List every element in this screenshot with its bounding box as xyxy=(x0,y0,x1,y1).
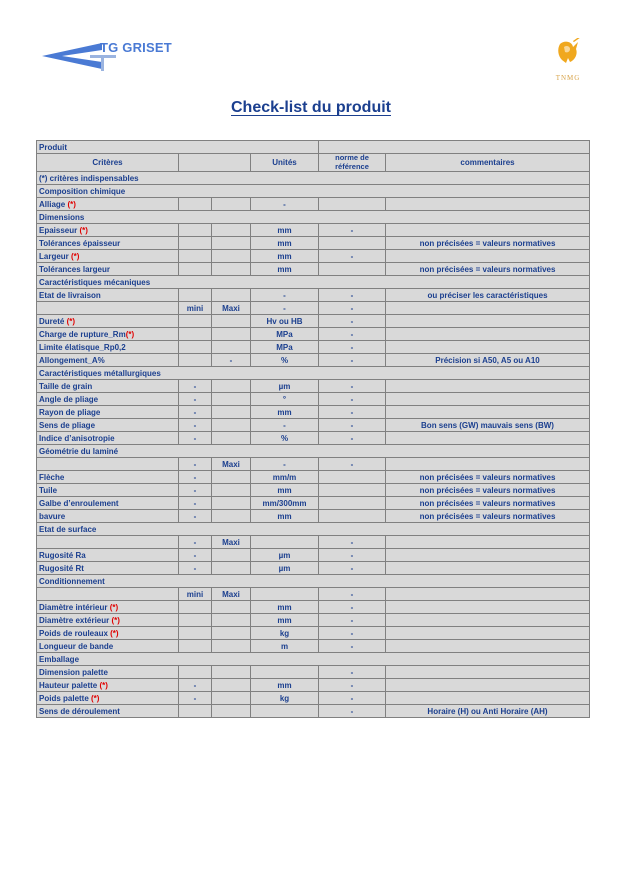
row-unit: mm xyxy=(251,237,319,250)
row-label: Hauteur palette (*) xyxy=(37,679,179,692)
row-maxi-value[interactable] xyxy=(212,328,251,341)
table-row xyxy=(37,432,590,445)
produit-value-field[interactable] xyxy=(319,141,590,154)
row-comment[interactable]: ou préciser les caractéristiques xyxy=(386,289,590,302)
row-unit: - xyxy=(251,419,319,432)
row-label xyxy=(37,536,179,549)
row-label: bavure xyxy=(37,510,179,523)
row-unit: mm xyxy=(251,250,319,263)
row-comment[interactable] xyxy=(386,250,590,263)
row-unit: mm/300mm xyxy=(251,497,319,510)
row-maxi-value[interactable] xyxy=(212,679,251,692)
row-maxi-value[interactable] xyxy=(212,380,251,393)
row-label: Flèche xyxy=(37,471,179,484)
section-title-1: Dimensions xyxy=(37,211,590,224)
row-label: Rayon de pliage xyxy=(37,406,179,419)
row-unit: mm xyxy=(251,510,319,523)
row-norme[interactable]: - xyxy=(319,419,386,432)
row-unit: kg xyxy=(251,692,319,705)
row-label: Dimension palette xyxy=(37,666,179,679)
section-title-2: Caractéristiques mécaniques xyxy=(37,276,590,289)
indispensable-note: (*) critères indispensables xyxy=(37,172,590,185)
table-row xyxy=(37,237,590,250)
table-row xyxy=(37,224,590,237)
row-maxi-value[interactable] xyxy=(212,510,251,523)
row-comment[interactable]: non précisées = valeurs normatives xyxy=(386,471,590,484)
section-header-row xyxy=(37,445,590,458)
row-maxi-value[interactable]: Maxi xyxy=(212,458,251,471)
row-label xyxy=(37,302,179,315)
row-unit xyxy=(251,666,319,679)
row-unit: ° xyxy=(251,393,319,406)
row-norme[interactable]: - xyxy=(319,393,386,406)
row-mini-value[interactable] xyxy=(179,315,212,328)
row-maxi-value[interactable] xyxy=(212,484,251,497)
row-norme[interactable] xyxy=(319,497,386,510)
page-title: Check-list du produit xyxy=(231,99,391,116)
row-mini-value[interactable]: - xyxy=(179,458,212,471)
row-label: Epaisseur (*) xyxy=(37,224,179,237)
row-comment[interactable]: Horaire (H) ou Anti Horaire (AH) xyxy=(386,705,590,718)
row-comment[interactable] xyxy=(386,549,590,562)
row-norme[interactable]: - xyxy=(319,627,386,640)
row-label: Tuile xyxy=(37,484,179,497)
produit-row xyxy=(37,141,590,154)
row-comment[interactable] xyxy=(386,432,590,445)
row-label: Largeur (*) xyxy=(37,250,179,263)
table-row xyxy=(37,419,590,432)
section-title-4: Géométrie du laminé xyxy=(37,445,590,458)
row-comment[interactable]: non précisées = valeurs normatives xyxy=(386,237,590,250)
row-mini-value[interactable]: - xyxy=(179,497,212,510)
row-comment[interactable] xyxy=(386,588,590,601)
section-title-5: Etat de surface xyxy=(37,523,590,536)
row-maxi-value[interactable] xyxy=(212,419,251,432)
row-maxi-value[interactable]: Maxi xyxy=(212,588,251,601)
checklist-table xyxy=(36,140,590,718)
row-mini-value[interactable]: - xyxy=(179,419,212,432)
table-row xyxy=(37,380,590,393)
section-title-3: Caractéristiques métallurgiques xyxy=(37,367,590,380)
row-unit: mm/m xyxy=(251,471,319,484)
tnmg-logo xyxy=(540,38,596,80)
row-comment[interactable] xyxy=(386,679,590,692)
row-mini-value[interactable] xyxy=(179,263,212,276)
row-maxi-value[interactable] xyxy=(212,406,251,419)
row-comment[interactable] xyxy=(386,198,590,211)
row-mini-value[interactable]: - xyxy=(179,536,212,549)
row-unit: % xyxy=(251,432,319,445)
produit-label: Produit xyxy=(37,141,319,154)
row-maxi-value[interactable]: - xyxy=(212,354,251,367)
row-mini-value[interactable] xyxy=(179,666,212,679)
row-comment[interactable] xyxy=(386,315,590,328)
table-row xyxy=(37,341,590,354)
row-mini-value[interactable] xyxy=(179,250,212,263)
row-mini-value[interactable]: - xyxy=(179,562,212,575)
table-row xyxy=(37,328,590,341)
row-norme[interactable] xyxy=(319,263,386,276)
row-norme[interactable]: - xyxy=(319,432,386,445)
column-header-row xyxy=(37,154,590,172)
row-label xyxy=(37,458,179,471)
row-norme[interactable]: - xyxy=(319,588,386,601)
row-unit: % xyxy=(251,354,319,367)
table-row xyxy=(37,601,590,614)
row-mini-value[interactable] xyxy=(179,341,212,354)
row-norme[interactable]: - xyxy=(319,328,386,341)
table-row xyxy=(37,484,590,497)
row-norme[interactable]: - xyxy=(319,380,386,393)
column-header-unites: Unités xyxy=(251,154,319,172)
row-norme[interactable]: - xyxy=(319,458,386,471)
row-mini-value[interactable] xyxy=(179,224,212,237)
row-label: Limite élatisque_Rp0,2 xyxy=(37,341,179,354)
row-maxi-value[interactable] xyxy=(212,666,251,679)
row-maxi-value[interactable] xyxy=(212,601,251,614)
row-maxi-value[interactable]: Maxi xyxy=(212,536,251,549)
section-header-row xyxy=(37,523,590,536)
row-label: Allongement_A% xyxy=(37,354,179,367)
row-mini-value[interactable] xyxy=(179,640,212,653)
row-mini-value[interactable] xyxy=(179,354,212,367)
row-comment[interactable] xyxy=(386,562,590,575)
row-maxi-value[interactable] xyxy=(212,562,251,575)
table-row xyxy=(37,692,590,705)
row-norme[interactable]: - xyxy=(319,302,386,315)
row-norme[interactable]: - xyxy=(319,406,386,419)
row-mini-value[interactable]: - xyxy=(179,549,212,562)
row-unit: µm xyxy=(251,380,319,393)
row-mini-value[interactable] xyxy=(179,705,212,718)
row-label: Longueur de bande xyxy=(37,640,179,653)
row-maxi-value[interactable] xyxy=(212,471,251,484)
section-title-6: Conditionnement xyxy=(37,575,590,588)
row-comment[interactable]: Bon sens (GW) mauvais sens (BW) xyxy=(386,419,590,432)
row-comment[interactable] xyxy=(386,692,590,705)
section-header-row xyxy=(37,653,590,666)
row-norme[interactable] xyxy=(319,471,386,484)
row-unit xyxy=(251,588,319,601)
row-unit: mm xyxy=(251,679,319,692)
row-maxi-value[interactable] xyxy=(212,224,251,237)
row-norme[interactable]: - xyxy=(319,549,386,562)
column-header-commentaires: commentaires xyxy=(386,154,590,172)
column-header-spacer xyxy=(179,154,251,172)
row-maxi-value[interactable] xyxy=(212,198,251,211)
table-row xyxy=(37,198,590,211)
row-label: Tolérances largeur xyxy=(37,263,179,276)
row-mini-value[interactable]: - xyxy=(179,484,212,497)
row-unit: - xyxy=(251,302,319,315)
row-comment[interactable] xyxy=(386,666,590,679)
table-row xyxy=(37,510,590,523)
row-unit: mm xyxy=(251,224,319,237)
table-row xyxy=(37,705,590,718)
row-label: Dureté (*) xyxy=(37,315,179,328)
row-mini-value[interactable]: - xyxy=(179,406,212,419)
table-row xyxy=(37,614,590,627)
row-maxi-value[interactable] xyxy=(212,289,251,302)
table-row xyxy=(37,588,590,601)
row-unit xyxy=(251,536,319,549)
row-norme[interactable] xyxy=(319,237,386,250)
row-comment[interactable] xyxy=(386,601,590,614)
table-row xyxy=(37,263,590,276)
section-title-7: Emballage xyxy=(37,653,590,666)
row-comment[interactable]: non précisées = valeurs normatives xyxy=(386,510,590,523)
row-norme[interactable]: - xyxy=(319,679,386,692)
row-norme[interactable]: - xyxy=(319,224,386,237)
row-mini-value[interactable] xyxy=(179,614,212,627)
row-label: Sens de pliage xyxy=(37,419,179,432)
row-maxi-value[interactable] xyxy=(212,614,251,627)
row-unit: mm xyxy=(251,614,319,627)
row-norme[interactable]: - xyxy=(319,250,386,263)
row-comment[interactable] xyxy=(386,640,590,653)
row-norme[interactable] xyxy=(319,510,386,523)
row-comment[interactable]: non précisées = valeurs normatives xyxy=(386,263,590,276)
row-maxi-value[interactable] xyxy=(212,640,251,653)
table-row xyxy=(37,406,590,419)
column-header-criteres: Critères xyxy=(37,154,179,172)
table-row xyxy=(37,679,590,692)
row-label xyxy=(37,588,179,601)
row-label: Poids palette (*) xyxy=(37,692,179,705)
section-title-0: Composition chimique xyxy=(37,185,590,198)
row-unit: kg xyxy=(251,627,319,640)
row-norme[interactable]: - xyxy=(319,315,386,328)
row-norme[interactable]: - xyxy=(319,354,386,367)
row-maxi-value[interactable] xyxy=(212,497,251,510)
row-maxi-value[interactable] xyxy=(212,250,251,263)
row-unit: - xyxy=(251,198,319,211)
row-maxi-value[interactable] xyxy=(212,432,251,445)
row-unit: mm xyxy=(251,484,319,497)
row-mini-value[interactable] xyxy=(179,627,212,640)
row-mini-value[interactable]: - xyxy=(179,692,212,705)
table-row xyxy=(37,640,590,653)
row-norme[interactable]: - xyxy=(319,692,386,705)
row-norme[interactable] xyxy=(319,198,386,211)
row-mini-value[interactable]: - xyxy=(179,432,212,445)
section-header-row xyxy=(37,211,590,224)
row-comment[interactable] xyxy=(386,614,590,627)
row-comment[interactable] xyxy=(386,224,590,237)
row-label: Diamètre intérieur (*) xyxy=(37,601,179,614)
table-row xyxy=(37,471,590,484)
row-mini-value[interactable]: mini xyxy=(179,588,212,601)
row-maxi-value[interactable] xyxy=(212,692,251,705)
row-mini-value[interactable]: - xyxy=(179,380,212,393)
table-row xyxy=(37,354,590,367)
row-norme[interactable]: - xyxy=(319,536,386,549)
row-comment[interactable] xyxy=(386,380,590,393)
row-unit: - xyxy=(251,458,319,471)
row-norme[interactable]: - xyxy=(319,666,386,679)
row-comment[interactable] xyxy=(386,302,590,315)
row-label: Alliage (*) xyxy=(37,198,179,211)
row-label: Indice d’anisotropie xyxy=(37,432,179,445)
row-unit: MPa xyxy=(251,328,319,341)
row-norme[interactable]: - xyxy=(319,562,386,575)
row-label: Etat de livraison xyxy=(37,289,179,302)
checklist-table-body xyxy=(37,141,590,718)
row-label: Rugosité Ra xyxy=(37,549,179,562)
row-maxi-value[interactable] xyxy=(212,263,251,276)
table-row xyxy=(37,497,590,510)
row-comment[interactable] xyxy=(386,536,590,549)
table-row xyxy=(37,458,590,471)
row-unit: µm xyxy=(251,549,319,562)
row-comment[interactable] xyxy=(386,406,590,419)
row-norme[interactable]: - xyxy=(319,289,386,302)
row-maxi-value[interactable]: Maxi xyxy=(212,302,251,315)
row-comment[interactable] xyxy=(386,393,590,406)
row-norme[interactable]: - xyxy=(319,601,386,614)
row-mini-value[interactable] xyxy=(179,328,212,341)
tnmg-figure-icon xyxy=(540,38,596,68)
row-comment[interactable] xyxy=(386,458,590,471)
row-unit: mm xyxy=(251,406,319,419)
table-row xyxy=(37,666,590,679)
row-label: Angle de pliage xyxy=(37,393,179,406)
row-norme[interactable]: - xyxy=(319,614,386,627)
checklist-table-wrap xyxy=(36,140,589,718)
row-comment[interactable]: Précision si A50, A5 ou A10 xyxy=(386,354,590,367)
row-mini-value[interactable] xyxy=(179,198,212,211)
row-label: Taille de grain xyxy=(37,380,179,393)
row-maxi-value[interactable] xyxy=(212,705,251,718)
table-row xyxy=(37,562,590,575)
section-header-row xyxy=(37,367,590,380)
row-norme[interactable]: - xyxy=(319,341,386,354)
row-norme[interactable]: - xyxy=(319,705,386,718)
row-label: Diamètre extérieur (*) xyxy=(37,614,179,627)
section-header-row xyxy=(37,185,590,198)
column-header-norme: norme de référence xyxy=(319,154,386,172)
row-maxi-value[interactable] xyxy=(212,315,251,328)
row-comment[interactable] xyxy=(386,328,590,341)
row-maxi-value[interactable] xyxy=(212,393,251,406)
row-mini-value[interactable] xyxy=(179,237,212,250)
row-mini-value[interactable] xyxy=(179,289,212,302)
table-row xyxy=(37,250,590,263)
indispensable-note-row xyxy=(37,172,590,185)
row-comment[interactable] xyxy=(386,341,590,354)
row-unit: - xyxy=(251,289,319,302)
tg-griset-wordmark: TG GRISET xyxy=(100,40,172,55)
row-mini-value[interactable]: - xyxy=(179,510,212,523)
row-label: Sens de déroulement xyxy=(37,705,179,718)
section-header-row xyxy=(37,575,590,588)
row-label: Poids de rouleaux (*) xyxy=(37,627,179,640)
row-label: Tolérances épaisseur xyxy=(37,237,179,250)
row-maxi-value[interactable] xyxy=(212,237,251,250)
table-row xyxy=(37,627,590,640)
row-mini-value[interactable]: - xyxy=(179,471,212,484)
row-label: Rugosité Rt xyxy=(37,562,179,575)
row-unit: Hv ou HB xyxy=(251,315,319,328)
row-mini-value[interactable] xyxy=(179,601,212,614)
row-comment[interactable]: non précisées = valeurs normatives xyxy=(386,497,590,510)
section-header-row xyxy=(37,276,590,289)
row-label: Galbe d’enroulement xyxy=(37,497,179,510)
table-row xyxy=(37,315,590,328)
row-comment[interactable] xyxy=(386,627,590,640)
table-row xyxy=(37,393,590,406)
row-unit: mm xyxy=(251,263,319,276)
row-maxi-value[interactable] xyxy=(212,341,251,354)
table-row xyxy=(37,549,590,562)
tg-griset-logo xyxy=(40,38,180,78)
row-mini-value[interactable]: mini xyxy=(179,302,212,315)
row-unit: mm xyxy=(251,601,319,614)
table-row xyxy=(37,302,590,315)
row-norme[interactable] xyxy=(319,484,386,497)
row-norme[interactable]: - xyxy=(319,640,386,653)
row-comment[interactable]: non précisées = valeurs normatives xyxy=(386,484,590,497)
row-mini-value[interactable]: - xyxy=(179,679,212,692)
row-maxi-value[interactable] xyxy=(212,549,251,562)
table-row xyxy=(37,289,590,302)
row-maxi-value[interactable] xyxy=(212,627,251,640)
row-label: Charge de rupture_Rm(*) xyxy=(37,328,179,341)
row-unit xyxy=(251,705,319,718)
row-mini-value[interactable]: - xyxy=(179,393,212,406)
row-unit: µm xyxy=(251,562,319,575)
row-unit: MPa xyxy=(251,341,319,354)
table-row xyxy=(37,536,590,549)
tnmg-wordmark: TNMG xyxy=(555,74,581,82)
row-unit: m xyxy=(251,640,319,653)
